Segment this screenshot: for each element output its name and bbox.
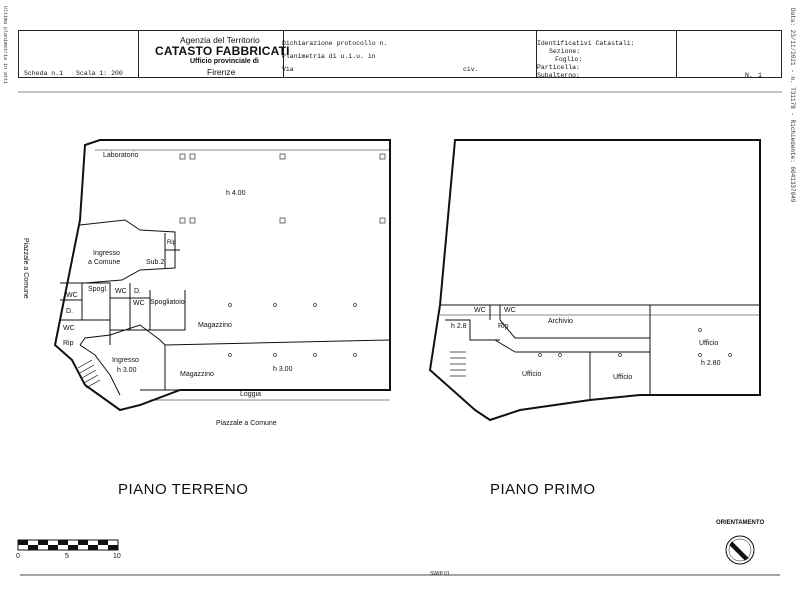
room-ufficio-3: Ufficio — [613, 374, 633, 381]
height-h300-a: h 3.00 — [117, 367, 137, 374]
scale-zero: 0 — [16, 553, 20, 560]
height-h300-b: h 3.00 — [273, 366, 293, 373]
room-magazzino-1: Magazzino — [198, 322, 232, 329]
catasto-title: CATASTO FABBRICATI — [155, 44, 290, 58]
ground-floor-outline — [55, 140, 390, 410]
foglio-label: Foglio: — [555, 56, 583, 63]
identificativi-label: Identificativi Catastali: — [537, 40, 635, 47]
first-floor-outline — [430, 140, 760, 420]
scheda-label: Scheda n.1 — [24, 70, 64, 77]
room-wc-3: WC — [133, 300, 145, 307]
particella-label: Particella: — [537, 64, 580, 71]
civ-label: civ. — [463, 66, 479, 73]
room-ingresso-comune-2: a Comune — [88, 259, 121, 266]
title-piano-primo: PIANO PRIMO — [490, 481, 596, 498]
title-piano-terreno: PIANO TERRENO — [118, 481, 249, 498]
room-rip-2: Rip — [63, 340, 74, 347]
via-label: Via — [282, 66, 294, 73]
dichiarazione-label: Dichiarazione protocollo n. — [282, 40, 388, 47]
scale-ten: 10 — [113, 553, 121, 560]
piazzale-comune-side: Piazzale a Comune — [22, 238, 29, 299]
orientamento-label: ORIENTAMENTO — [716, 520, 765, 526]
room-primo-wc-2: WC — [504, 307, 516, 314]
room-rip-1: Rip — [167, 240, 177, 246]
room-ingresso: Ingresso — [112, 357, 139, 364]
room-d-2: D. — [66, 308, 73, 315]
room-magazzino-2: Magazzino — [180, 371, 214, 378]
planimetria-label: Planimetria di u.i.u. in — [282, 53, 376, 60]
height-h400: h 4.00 — [226, 190, 246, 197]
subalterno-label: Subalterno: — [537, 72, 580, 79]
room-wc-1: WC — [66, 292, 78, 299]
piazzale-comune-bottom: Piazzale a Comune — [216, 420, 277, 427]
height-primo-h2: h 2.8 — [451, 323, 467, 330]
room-ufficio-1: Ufficio — [699, 340, 719, 347]
footer-code: SW/P 01 — [430, 571, 450, 577]
room-loggia: Loggia — [240, 391, 262, 398]
room-wc-2: WC — [115, 288, 127, 295]
room-spogl: Spogl. — [88, 286, 108, 293]
height-h280: h 2.80 — [701, 360, 721, 367]
room-archivio: Archivio — [548, 318, 573, 325]
sezione-label: Sezione: — [549, 48, 581, 55]
room-primo-rip: Rip — [498, 323, 509, 330]
room-primo-wc-1: WC — [474, 307, 486, 314]
north-compass — [726, 536, 754, 564]
archive-note-vertical: Ultima planimetria in atti — [2, 6, 8, 85]
city-name: Firenze — [207, 67, 236, 77]
room-laboratorio: Laboratorio — [103, 152, 139, 159]
scale-bar — [18, 540, 118, 550]
n-label: N. — [745, 72, 753, 79]
room-ingresso-comune: Ingresso — [93, 250, 120, 257]
request-info-vertical: Data: 23/11/2021 - n. T31178 - Richiedente: 6041337049 — [789, 8, 796, 203]
room-d-1: D. — [134, 288, 141, 295]
n-value: 1 — [758, 72, 762, 79]
agency-name: Agenzia del Territorio — [180, 35, 260, 45]
scala-label: Scala 1: 200 — [76, 70, 123, 77]
room-wc-4: WC — [63, 325, 75, 332]
room-spogliatoio: Spogliatoio — [150, 299, 185, 306]
scale-five: 5 — [65, 553, 69, 560]
room-sub2: Sub.2 — [146, 259, 165, 266]
ufficio-label: Ufficio provinciale di — [190, 58, 259, 65]
room-ufficio-2: Ufficio — [522, 371, 542, 378]
